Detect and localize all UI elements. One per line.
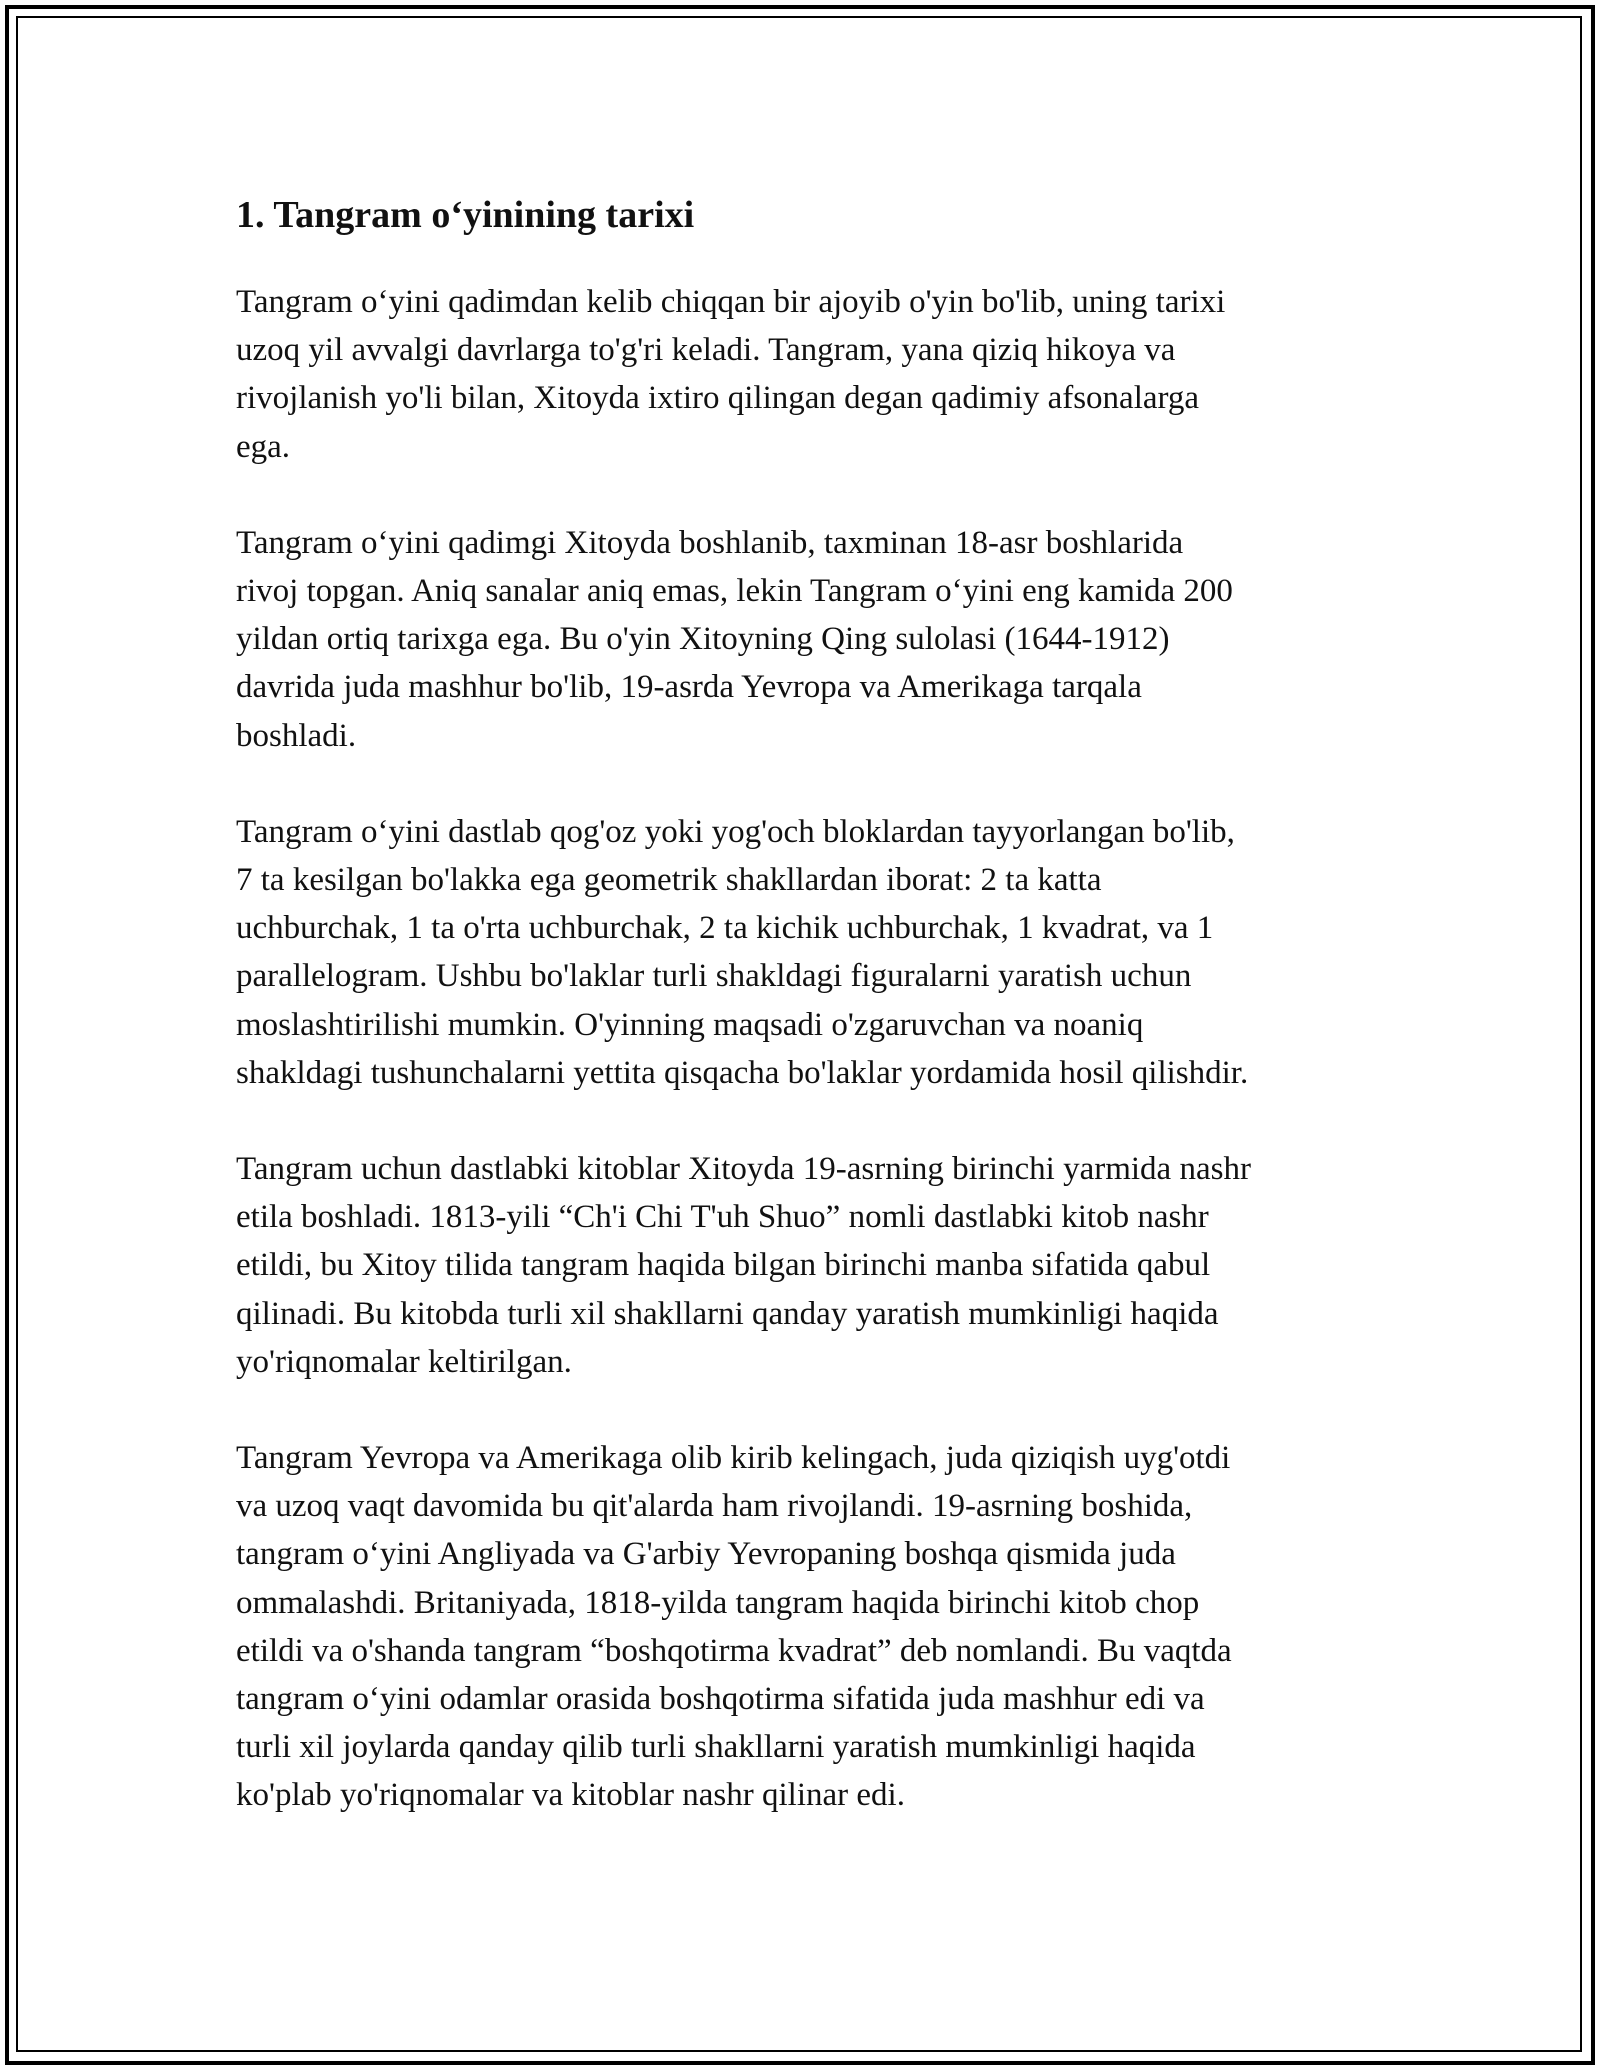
- paragraph-line: tangram o‘yini Angliyada va G'arbiy Yevropaning boshqa qismida juda: [236, 1536, 1176, 1573]
- document-body: [236, 186, 1386, 1868]
- paragraph-line: ommalashdi. Britaniyada, 1818-yilda tangram haqida birinchi kitob chop: [236, 1584, 1200, 1621]
- paragraph-line: 7 ta kesilgan bo'lakka ega geometrik shakllardan iborat: 2 ta katta: [236, 862, 1102, 899]
- paragraph-line: ega.: [236, 428, 291, 465]
- paragraph-line: etildi va o'shanda tangram “boshqotirma kvadrat” deb nomlandi. Bu vaqtda: [236, 1632, 1232, 1669]
- paragraph-line: rivojlanish yo'li bilan, Xitoyda ixtiro qilingan degan qadimiy afsonalarga: [236, 380, 1200, 417]
- paragraph-line: parallelogram. Ushbu bo'laklar turli shakldagi figuralarni yaratish uchun: [236, 958, 1192, 995]
- paragraph-line: shakldagi tushunchalarni yettita qisqacha bo'laklar yordamida hosil qilishdir.: [236, 1054, 1249, 1091]
- paragraph-line: Tangram Yevropa va Amerikaga olib kirib kelingach, juda qiziqish uyg'otdi: [236, 1440, 1231, 1477]
- section-heading: 1. Tangram o‘yinining tarixi: [236, 194, 695, 236]
- paragraph-4: [236, 1145, 1386, 1386]
- paragraph-line: yo'riqnomalar keltirilgan.: [236, 1343, 572, 1380]
- paragraph-line: tangram o‘yini odamlar orasida boshqotirma sifatida juda mashhur edi va: [236, 1681, 1205, 1718]
- paragraph-line: Tangram o‘yini qadimdan kelib chiqqan bir ajoyib o'yin bo'lib, uning tarixi: [236, 284, 1226, 320]
- paragraph-line: Tangram o‘yini dastlab qog'oz yoki yog'och bloklardan tayyorlangan bo'lib,: [236, 813, 1235, 850]
- paragraph-line: Tangram o‘yini qadimgi Xitoyda boshlanib, taxminan 18-asr boshlarida: [236, 524, 1184, 561]
- paragraph-5: [236, 1434, 1386, 1820]
- paragraph-line: va uzoq vaqt davomida bu qit'alarda ham rivojlandi. 19-asrning boshida,: [236, 1488, 1193, 1525]
- paragraph-line: davrida juda mashhur bo'lib, 19-asrda Yevropa va Amerikaga tarqala: [236, 669, 1142, 706]
- paragraph-2: [236, 519, 1386, 760]
- paragraph-line: boshladi.: [236, 717, 357, 754]
- paragraph-line: ko'plab yo'riqnomalar va kitoblar nashr qilinar edi.: [236, 1777, 905, 1814]
- paragraph-line: uzoq yil avvalgi davrlarga to'g'ri keladi. Tangram, yana qiziq hikoya va: [236, 332, 1176, 369]
- paragraph-line: etila boshladi. 1813-yili “Ch'i Chi T'uh Shuo” nomli dastlabki kitob nashr: [236, 1199, 1209, 1236]
- paragraph-1: [236, 278, 1386, 471]
- paragraph-3: [236, 808, 1386, 1097]
- paragraph-line: yildan ortiq tarixga ega. Bu o'yin Xitoyning Qing sulolasi (1644-1912): [236, 621, 1170, 658]
- paragraph-line: etildi, bu Xitoy tilida tangram haqida bilgan birinchi manba sifatida qabul: [236, 1247, 1211, 1284]
- paragraph-line: uchburchak, 1 ta o'rta uchburchak, 2 ta kichik uchburchak, 1 kvadrat, va 1: [236, 910, 1214, 947]
- paragraph-line: Tangram uchun dastlabki kitoblar Xitoyda 19-asrning birinchi yarmida nashr: [236, 1151, 1251, 1188]
- paragraph-line: moslashtirilishi mumkin. O'yinning maqsadi o'zgaruvchan va noaniq: [236, 1006, 1144, 1043]
- paragraph-line: qilinadi. Bu kitobda turli xil shakllarni qanday yaratish mumkinligi haqida: [236, 1295, 1219, 1332]
- paragraph-line: turli xil joylarda qanday qilib turli shakllarni yaratish mumkinligi haqida: [236, 1729, 1196, 1766]
- paragraph-line: rivoj topgan. Aniq sanalar aniq emas, lekin Tangram o‘yini eng kamida 200: [236, 573, 1233, 610]
